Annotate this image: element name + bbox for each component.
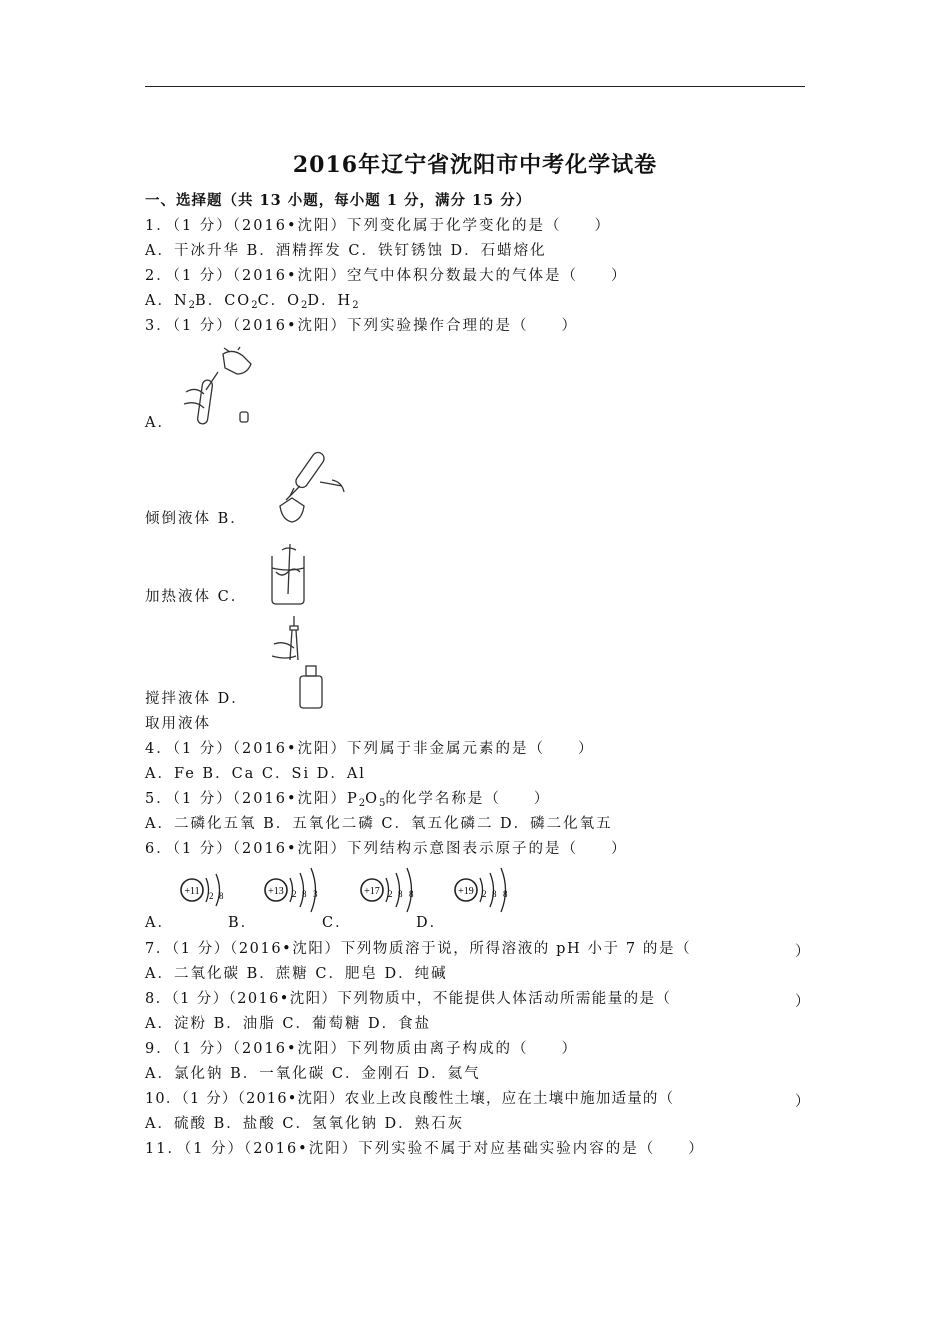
q3-label-c: 加热液体 C． <box>145 589 248 605</box>
svg-text:+19: +19 <box>458 886 474 897</box>
atom-diagram-a <box>178 868 236 912</box>
q3-label-e: 取用液体 <box>145 716 211 732</box>
svg-text:8: 8 <box>503 889 508 899</box>
atom-diagram-c <box>358 864 424 914</box>
svg-text:8: 8 <box>219 891 224 901</box>
svg-text:8: 8 <box>398 889 403 899</box>
q2-stem: 2．（1 分）（2016•沈阳）空气中体积分数最大的气体是（ ） <box>145 268 628 284</box>
q6-label-a: A． <box>145 915 174 931</box>
q6-label-c: C． <box>322 915 352 931</box>
q8-options: A．淀粉 B．油脂 C．葡萄糖 D．食盐 <box>145 1016 432 1032</box>
heat-liquid-illustration <box>270 446 350 530</box>
q2-opt-b: B．CO <box>195 293 252 309</box>
q10-options: A．硫酸 B．盐酸 C．氢氧化钠 D．熟石灰 <box>145 1116 465 1132</box>
q3-label-d: 搅拌液体 D． <box>145 691 248 707</box>
page-title: 2016年辽宁省沈阳市中考化学试卷 <box>292 152 658 178</box>
q2-options: A．$N_2B$．$CO_2C$．$O_2D$．$H_2$ <box>145 293 359 311</box>
q7-paren: ） <box>795 944 810 960</box>
atom-diagram-b <box>262 864 330 914</box>
q2-opt-c: C．O <box>257 293 302 309</box>
q10-stem: 10．（1 分）（2016•沈阳）农业上改良酸性土壤，应在土壤中施加适量的（ <box>145 1091 675 1107</box>
section-heading: 一、选择题（共 13 小题，每小题 1 分，满分 15 分） <box>145 192 532 209</box>
q6-label-d: D． <box>416 915 447 931</box>
svg-text:2: 2 <box>482 889 487 899</box>
q6-stem: 6．（1 分）（2016•沈阳）下列结构示意图表示原子的是（ ） <box>145 841 628 857</box>
svg-text:8: 8 <box>492 889 497 899</box>
q2-opt-a: A．N <box>145 293 189 309</box>
svg-text:3: 3 <box>313 889 318 899</box>
q9-options: A．氯化钠 B．一氧化碳 C．金刚石 D．氦气 <box>145 1066 481 1082</box>
q1-stem: 1．（1 分）（2016•沈阳）下列变化属于化学变化的是（ ） <box>145 218 612 234</box>
q3-label-a: A． <box>145 415 174 431</box>
q5-stem: 5．（1 分）（2016•沈阳）$P_2O_5$的化学名称是（ ） <box>145 791 551 809</box>
pour-liquid-illustration <box>178 346 260 430</box>
q1-options: A．干冰升华 B．酒精挥发 C．铁钉锈蚀 D．石蜡熔化 <box>145 243 547 259</box>
svg-text:+17: +17 <box>364 886 380 897</box>
q3-stem: 3．（1 分）（2016•沈阳）下列实验操作合理的是（ ） <box>145 318 579 334</box>
q7-stem: 7．（1 分）（2016•沈阳）下列物质溶于说，所得溶液的 pH 小于 7 的是（ <box>145 941 692 957</box>
svg-text:8: 8 <box>302 889 307 899</box>
header-rule <box>145 86 805 87</box>
svg-text:8: 8 <box>409 889 414 899</box>
svg-text:+13: +13 <box>268 886 284 897</box>
svg-text:2: 2 <box>292 889 297 899</box>
q8-paren: ） <box>795 994 810 1010</box>
q11-stem: 11．（1 分）（2016•沈阳）下列实验不属于对应基础实验内容的是（ ） <box>145 1141 705 1157</box>
q5-options: A．二磷化五氧 B．五氧化二磷 C．氧五化磷二 D．磷二化氧五 <box>145 816 613 832</box>
q10-paren: ） <box>795 1094 810 1110</box>
q7-options: A．二氧化碳 B．蔗糖 C．肥皂 D．纯碱 <box>145 966 448 982</box>
q4-stem: 4．（1 分）（2016•沈阳）下列属于非金属元素的是（ ） <box>145 741 595 757</box>
stir-liquid-illustration <box>268 542 308 606</box>
atom-diagram-d <box>452 864 518 914</box>
q3-label-b: 倾倒液体 B． <box>145 511 247 527</box>
q2-opt-d: D．H <box>307 293 353 309</box>
q6-label-b: B． <box>228 915 258 931</box>
q9-stem: 9．（1 分）（2016•沈阳）下列物质由离子构成的（ ） <box>145 1041 579 1057</box>
take-liquid-illustration <box>270 614 326 710</box>
svg-text:2: 2 <box>388 889 393 899</box>
svg-text:+11: +11 <box>184 886 200 897</box>
svg-text:2: 2 <box>209 891 214 901</box>
q8-stem: 8．（1 分）（2016•沈阳）下列物质中，不能提供人体活动所需能量的是（ <box>145 991 672 1007</box>
q4-options: A．Fe B．Ca C．Si D．Al <box>145 766 366 782</box>
